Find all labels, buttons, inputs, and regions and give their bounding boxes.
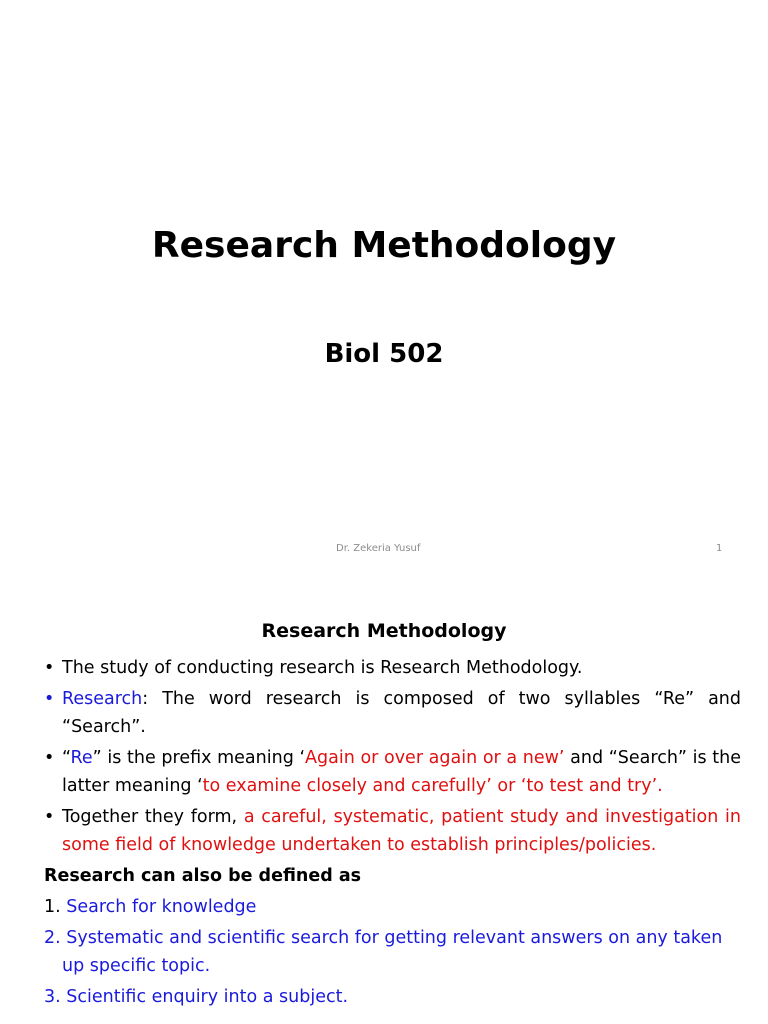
bullet-text: Together they form, xyxy=(62,807,244,827)
meaning-re: Again or over again or a new’ xyxy=(305,748,565,768)
definition-item xyxy=(44,893,741,921)
term-re: Re xyxy=(70,748,93,768)
definition-item: 3. Scientific enquiry into a subject. xyxy=(44,987,349,1007)
bullet-item xyxy=(44,744,741,800)
research-definition: a careful, systematic, patient study and investigation in some field of knowledge undertaken to establish principles/policies. xyxy=(62,807,742,855)
term-research: Research xyxy=(62,689,143,709)
slide-title: Research Methodology xyxy=(261,620,507,642)
meaning-search: to examine closely and carefully’ or ‘to test and try’. xyxy=(202,776,663,796)
bullet-text: “ xyxy=(62,748,71,768)
item-number: 1. xyxy=(44,897,67,917)
bullet-dot: • xyxy=(44,748,55,768)
bullet-dot: • xyxy=(44,689,55,709)
item-text: Search for knowledge xyxy=(66,897,257,917)
bullet-item xyxy=(44,654,741,682)
bullet-item xyxy=(44,685,741,741)
bullet-text: : The word research is composed of two syllables “Re” and “Search”. xyxy=(62,689,741,737)
footer-author: Dr. Zekeria Yusuf xyxy=(336,543,421,554)
content-slide xyxy=(0,576,768,1024)
bullet-item xyxy=(44,803,741,859)
definition-item: 2. Systematic and scientific search for getting relevant answers on any taken up specific topic. xyxy=(44,928,723,976)
course-code: Biol 502 xyxy=(324,339,444,369)
bullet-dot: • xyxy=(44,807,55,827)
slide-title: Research Methodology xyxy=(151,225,617,266)
bullet-text: The study of conducting research is Research Methodology. xyxy=(62,658,583,678)
definitions-heading: Research can also be defined as xyxy=(44,866,362,886)
bullet-text: ” is the prefix meaning ‘ xyxy=(92,748,306,768)
bullet-dot: • xyxy=(44,658,55,678)
bullet-text: and “Search” is the latter meaning ‘ xyxy=(62,748,741,796)
slide-body xyxy=(44,654,741,1014)
page-number: 1 xyxy=(716,543,723,554)
